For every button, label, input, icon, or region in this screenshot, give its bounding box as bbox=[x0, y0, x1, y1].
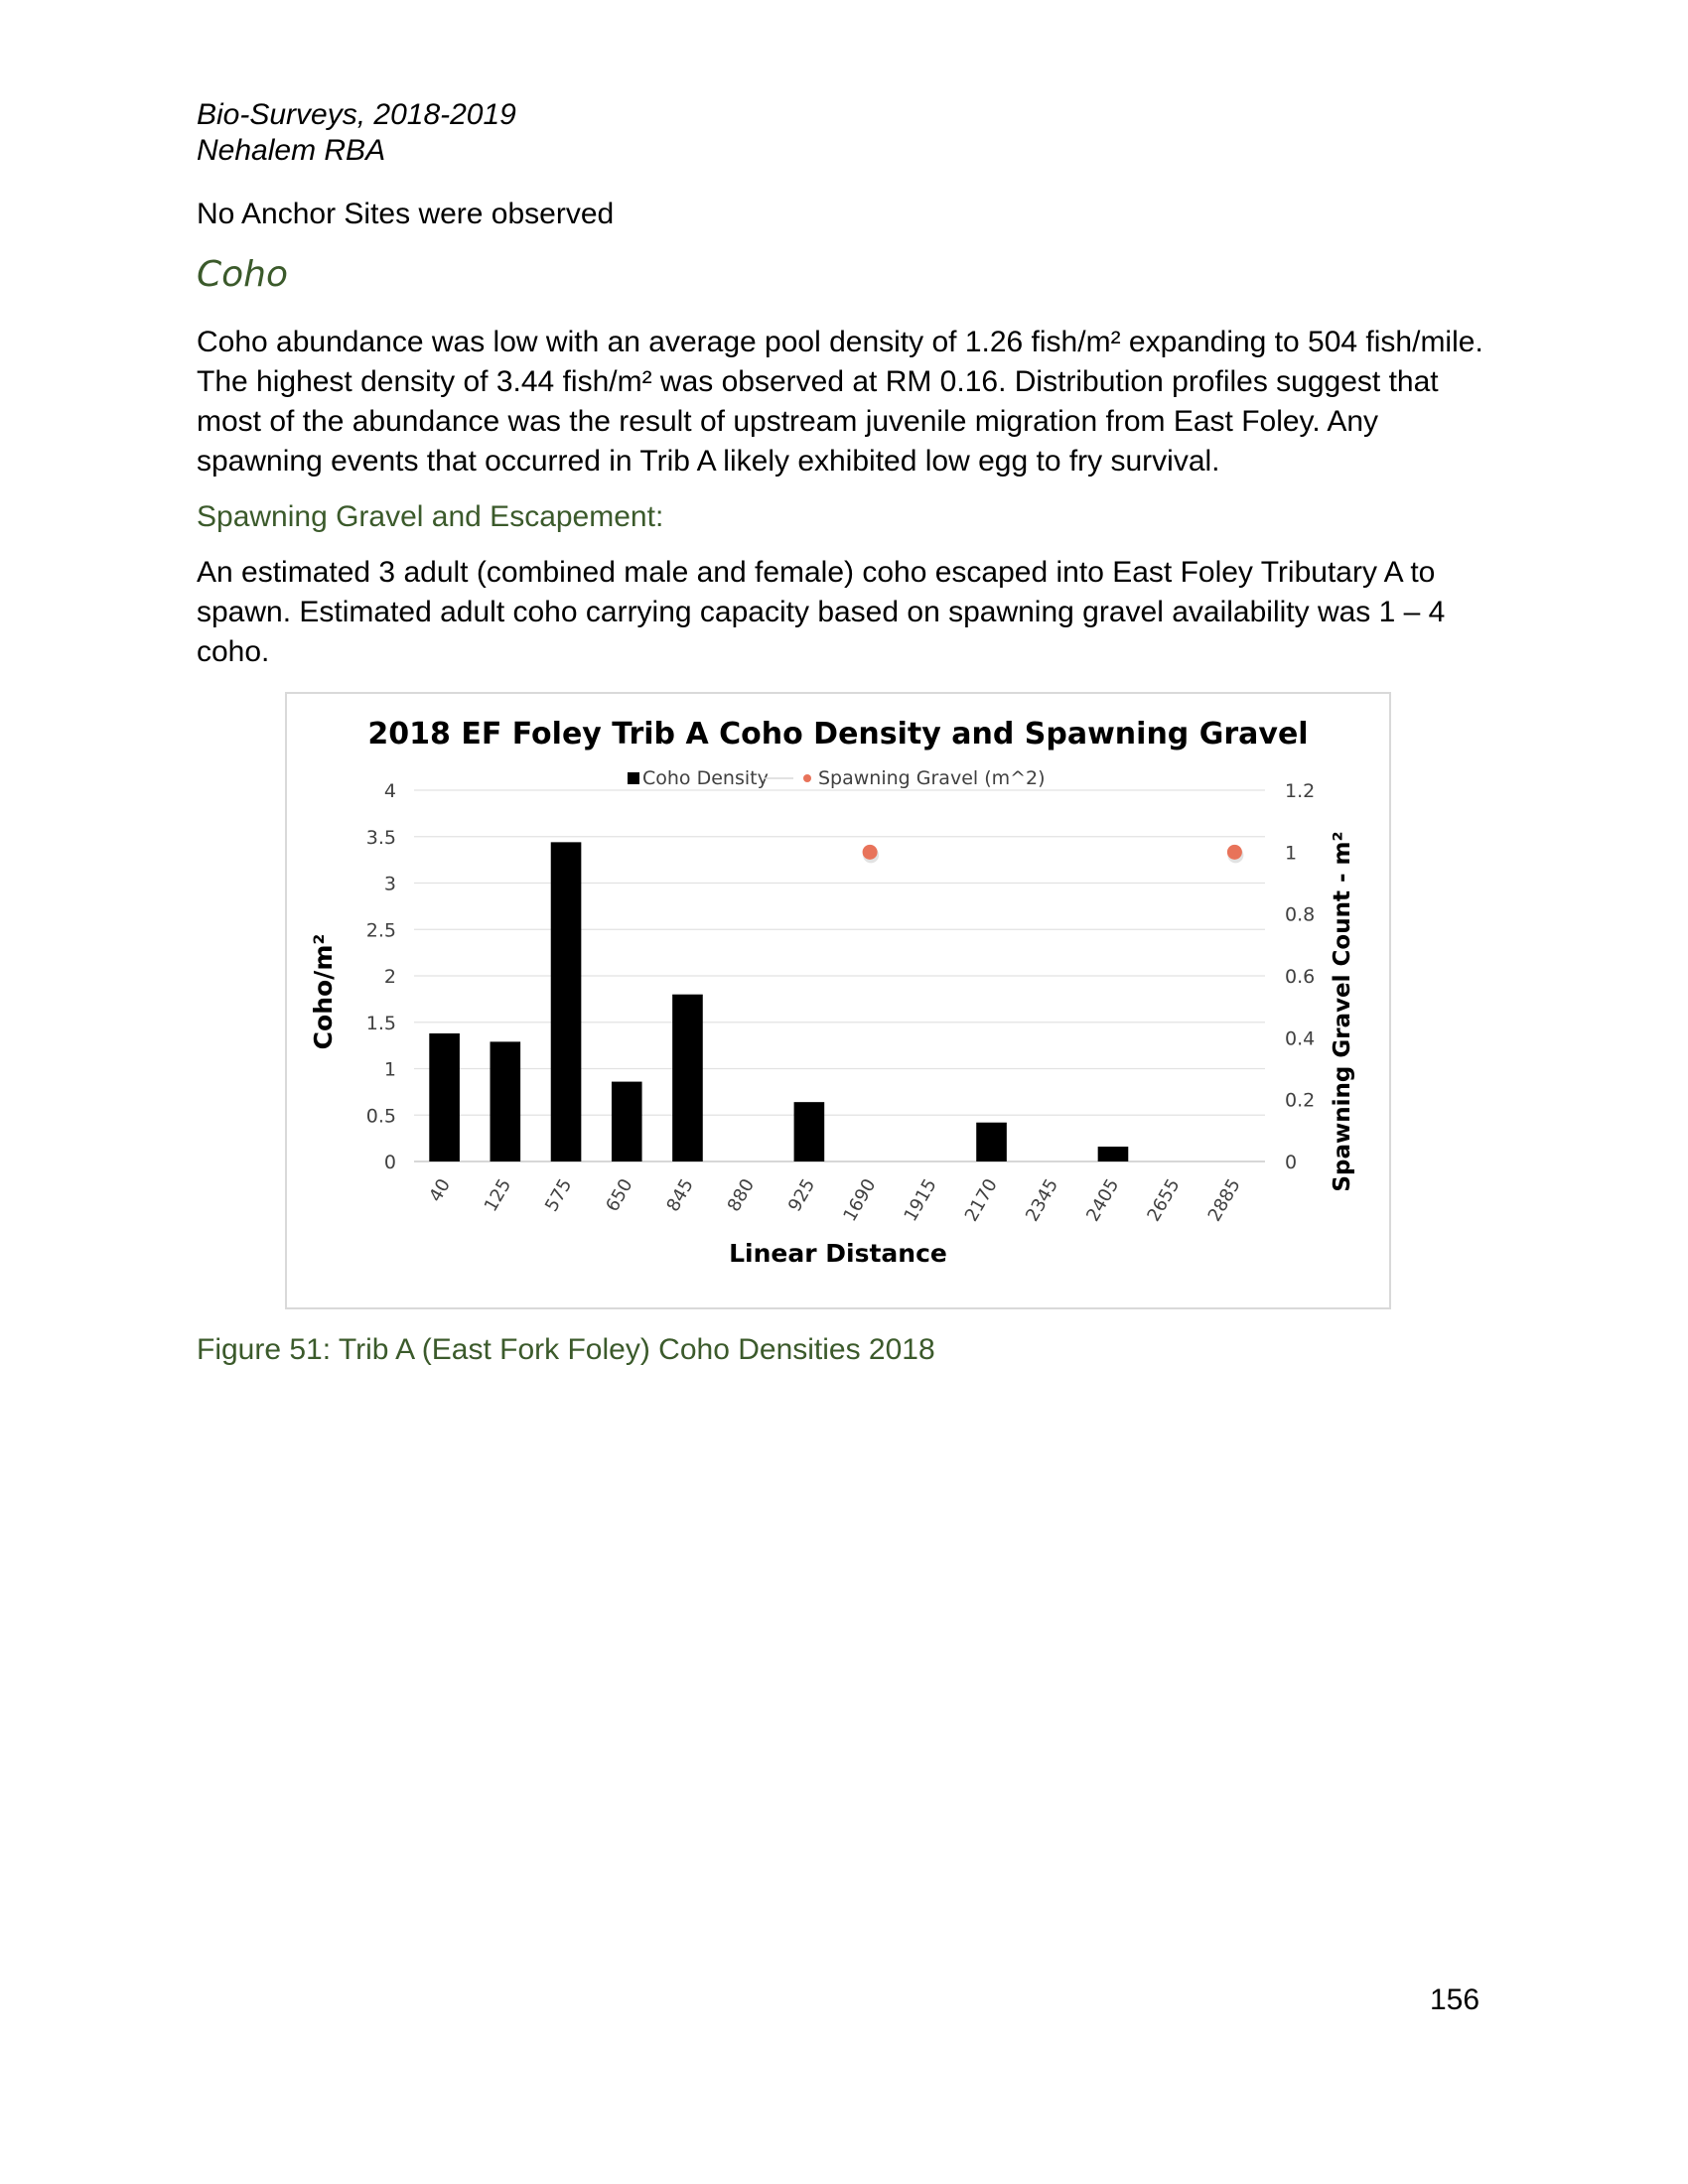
coho-density-chart bbox=[287, 694, 1389, 1307]
bar-coho-density bbox=[551, 842, 582, 1161]
y-tick-label: 0 bbox=[383, 1152, 396, 1173]
y2-tick-label: 1.2 bbox=[1285, 780, 1316, 802]
y-tick-label: 2.5 bbox=[365, 919, 396, 942]
y-tick-label: 1 bbox=[383, 1058, 396, 1081]
x-axis-ticks bbox=[425, 1175, 1244, 1225]
y2-tick-label: 0.6 bbox=[1285, 966, 1316, 988]
document-header bbox=[197, 97, 516, 169]
x-tick-label: 2655 bbox=[1143, 1175, 1185, 1226]
coho-density-bars bbox=[429, 842, 1128, 1161]
x-tick-label: 880 bbox=[723, 1175, 760, 1216]
y2-axis-label: Spawning Gravel Count - m² bbox=[1330, 831, 1355, 1192]
point-spawning-gravel bbox=[863, 845, 878, 860]
y-tick-label: 1.5 bbox=[365, 1012, 396, 1034]
y2-tick-label: 0.2 bbox=[1285, 1089, 1316, 1112]
x-tick-label: 2170 bbox=[960, 1175, 1002, 1226]
bar-coho-density bbox=[429, 1033, 460, 1161]
x-axis-label: Linear Distance bbox=[729, 1239, 947, 1268]
legend-label-coho-density: Coho Density bbox=[642, 767, 769, 789]
y2-tick-label: 0.4 bbox=[1285, 1027, 1316, 1050]
bar-coho-density bbox=[612, 1082, 642, 1161]
chart-legend bbox=[628, 767, 1046, 789]
chart-title: 2018 EF Foley Trib A Coho Density and Spawning Gravel bbox=[367, 717, 1309, 751]
y2-axis-ticks bbox=[1285, 780, 1315, 1173]
y-tick-label: 2 bbox=[383, 966, 396, 988]
section-heading-coho: Coho bbox=[197, 254, 289, 295]
page-number: 156 bbox=[1430, 1983, 1480, 2016]
subsection-heading-spawning: Spawning Gravel and Escapement: bbox=[197, 500, 664, 533]
y-tick-label: 0.5 bbox=[365, 1105, 396, 1128]
x-tick-label: 1690 bbox=[839, 1175, 881, 1226]
x-tick-label: 125 bbox=[480, 1175, 516, 1216]
x-tick-label: 575 bbox=[540, 1175, 577, 1216]
y-axis-ticks bbox=[366, 780, 396, 1173]
anchor-sites-note: No Anchor Sites were observed bbox=[197, 198, 615, 230]
bar-coho-density bbox=[794, 1102, 825, 1161]
header-title: Bio-Surveys, 2018-2019 bbox=[197, 98, 516, 131]
x-tick-label: 1915 bbox=[900, 1175, 941, 1226]
chart-gridlines bbox=[414, 790, 1265, 1161]
bar-coho-density bbox=[976, 1123, 1007, 1161]
y-tick-label: 3.5 bbox=[365, 826, 396, 849]
y2-tick-label: 0.8 bbox=[1285, 903, 1316, 926]
legend-label-spawning-gravel: Spawning Gravel (m^2) bbox=[818, 767, 1046, 789]
header-subtitle: Nehalem RBA bbox=[197, 134, 386, 167]
y2-tick-label: 0 bbox=[1285, 1152, 1298, 1173]
x-tick-label: 845 bbox=[662, 1175, 698, 1216]
x-tick-label: 40 bbox=[425, 1175, 455, 1206]
bar-coho-density bbox=[672, 995, 703, 1161]
x-tick-label: 2885 bbox=[1203, 1175, 1245, 1226]
point-spawning-gravel bbox=[1227, 845, 1242, 860]
bar-coho-density bbox=[1098, 1147, 1129, 1161]
legend-swatch-spawning-gravel bbox=[803, 774, 811, 782]
legend-swatch-coho-density bbox=[628, 772, 639, 784]
y-axis-label: Coho/m² bbox=[309, 933, 338, 1050]
x-tick-label: 925 bbox=[783, 1175, 820, 1216]
y-tick-label: 4 bbox=[383, 780, 396, 802]
escapement-paragraph: An estimated 3 adult (combined male and female) coho escaped into East Foley Tributary A to spawn. Estimated adult coho carrying capacity based on spawning gravel availability was 1 – 4 coho. bbox=[197, 556, 1446, 668]
x-tick-label: 2405 bbox=[1082, 1175, 1124, 1226]
x-tick-label: 2345 bbox=[1021, 1175, 1063, 1226]
x-tick-label: 650 bbox=[602, 1175, 637, 1216]
chart-container bbox=[285, 692, 1391, 1309]
y-tick-label: 3 bbox=[383, 873, 396, 895]
figure-caption: Figure 51: Trib A (East Fork Foley) Coho Densities 2018 bbox=[197, 1333, 935, 1366]
coho-abundance-paragraph: Coho abundance was low with an average pool density of 1.26 fish/m² expanding to 504 fish/mile. The highest density of 3.44 fish/m² was observed at RM 0.16. Distribution profiles suggest that most of the abundance was the result of upstream juvenile migration from East Foley. Any spawning events that occurred in Trib A likely exhibited low egg to fry survival. bbox=[197, 326, 1483, 478]
bar-coho-density bbox=[491, 1041, 521, 1161]
spawning-gravel-points bbox=[863, 845, 1244, 864]
y2-tick-label: 1 bbox=[1285, 842, 1298, 865]
